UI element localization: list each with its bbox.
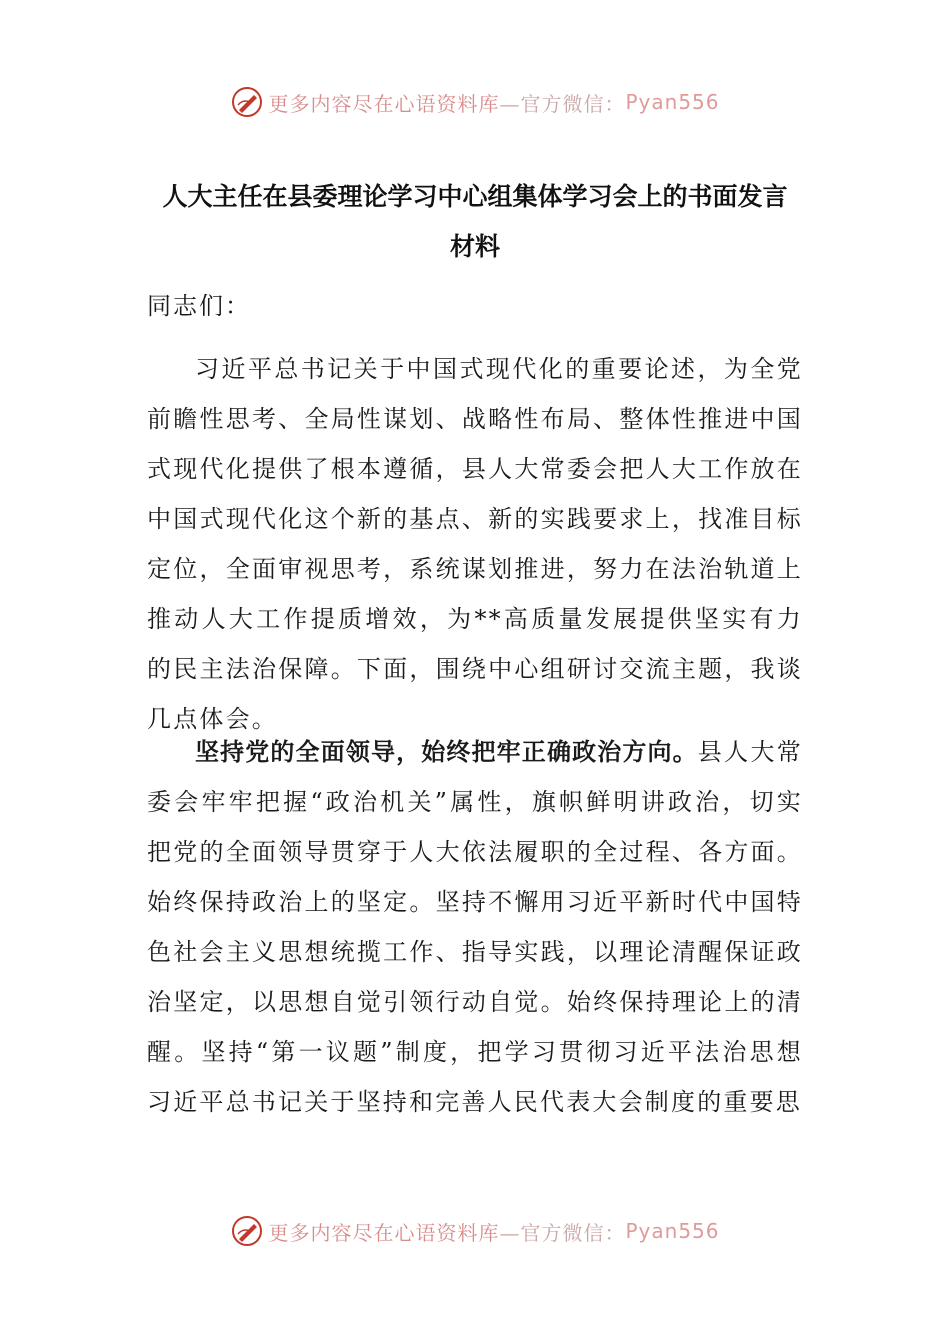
watermark-banner-bottom: [0, 1211, 950, 1251]
document-title: [0, 172, 950, 272]
watermark-text-wechat-id: Pyan556: [625, 90, 720, 114]
title-line-2: 材料: [449, 232, 500, 261]
section-heading-bold: 坚持党的全面领导，始终把牢正确政治方向。: [195, 738, 698, 766]
title-line-1: 人大主任在县委理论学习中心组集体学习会上的书面发言: [162, 182, 788, 211]
paragraph-section-1: [147, 727, 803, 1127]
watermark-text-wechat-id: Pyan556: [625, 1219, 720, 1243]
watermark-text-library: 更多内容尽在心语资料库: [268, 1220, 500, 1245]
section-body-text: 县人大常委会牢牢把握“政治机关”属性，旗帜鲜明讲政治，切实把党的全面领导贯穿于人大依法履职的全过程、各方面。始终保持政治上的坚定。坚持不懈用习近平新时代中国特色社会主义思想统揽工作、指导实践，以理论清醒保证政治坚定，以思想自觉引领行动自觉。始终保持理论上的清醒。坚持“第一议题”制度，把学习贯彻习近平法治思想习近平总书记关于坚持和完善人民代表大会制度的重要思: [147, 738, 803, 1116]
watermark-text-library: 更多内容尽在心语资料库: [268, 91, 500, 116]
paragraph-intro: 习近平总书记关于中国式现代化的重要论述，为全党前瞻性思考、全局性谋划、战略性布局、整体性推进中国式现代化提供了根本遵循，县人大常委会把人大工作放在中国式现代化这个新的基点、新的实践要求上，找准目标定位，全面审视思考，系统谋划推进，努力在法治轨道上推动人大工作提质增效，为**高质量发展提供坚实有力的民主法治保障。下面，围绕中心组研讨交流主题，我谈几点体会。: [147, 355, 803, 733]
salutation: 同志们：: [147, 292, 251, 320]
watermark-text-wechat-label: —官方微信：: [499, 91, 626, 116]
watermark-banner-top: [0, 82, 950, 122]
pen-logo-icon: [230, 1214, 264, 1248]
pen-logo-icon: [230, 85, 264, 119]
watermark-text-wechat-label: —官方微信：: [499, 1220, 626, 1245]
